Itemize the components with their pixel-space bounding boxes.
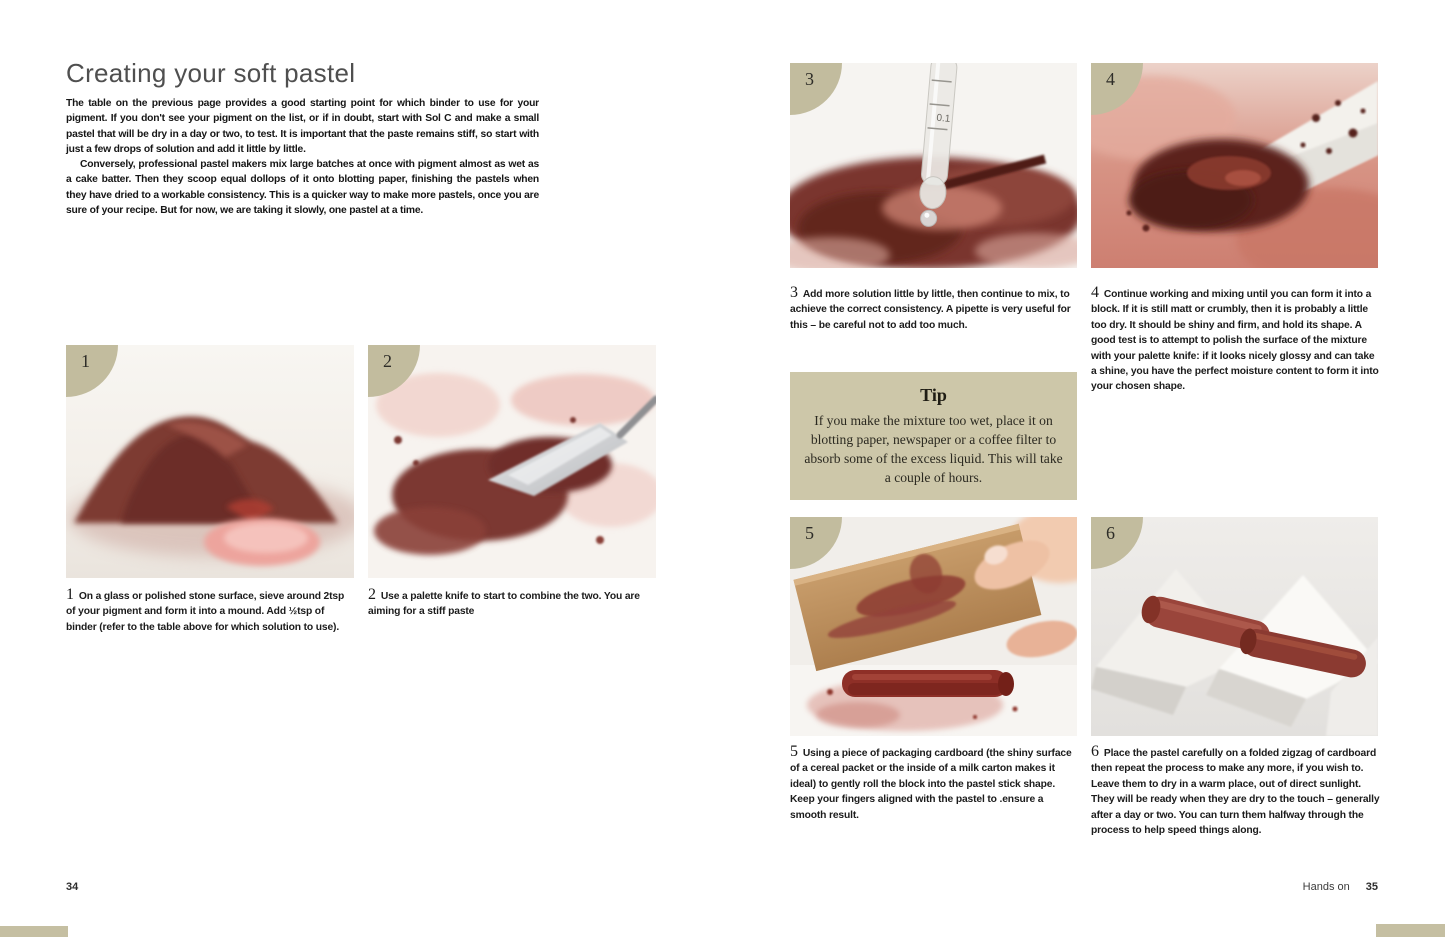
tip-body: If you make the mixture too wet, place it on blotting paper, newspaper or a coffee filter to absorb some of the excess liquid. This will take a couple of hours. — [804, 413, 1063, 485]
caption-number: 4 — [1091, 284, 1099, 301]
caption-number: 3 — [790, 284, 798, 301]
caption-number: 5 — [790, 743, 798, 760]
step-caption-6 — [1091, 744, 1381, 838]
caption-text: Continue working and mixing until you can form it into a block. If it is still matt or crumbly, then it is probably a little too dry. It should be shiny and firm, and hold its shape. A good test is to attempt to polish the surface of the mixture with your palette knife: if it looks nicely glossy and can take a shine, you have the perfect moisture content to form it into your chosen shape. — [1091, 289, 1379, 393]
step-figure-2 — [368, 345, 656, 578]
corner-bar-left — [0, 926, 68, 937]
pipette-marking-label: 0.1 — [935, 112, 951, 125]
footer-section-label: Hands on — [1302, 881, 1350, 893]
photo-step-6-zigzag-drying — [1091, 517, 1378, 736]
caption-number: 1 — [66, 586, 74, 603]
tip-title: Tip — [920, 385, 947, 405]
step-number: 3 — [805, 69, 814, 89]
page-number-left: 34 — [66, 881, 79, 893]
step-caption-3 — [790, 285, 1074, 333]
corner-bar-right — [1376, 924, 1445, 937]
photo-step-5-rolling-cardboard — [790, 517, 1077, 736]
step-number: 1 — [81, 351, 90, 371]
step-number: 6 — [1106, 523, 1115, 543]
photo-step-3-pipette — [790, 63, 1077, 268]
intro-paragraph-2: Conversely, professional pastel makers mix large batches at once with pigment almost as wet as a cake batter. Then they scoop equal dollops of it onto blotting paper, finishing the pastels when they have dried to a workable consistency. This is a quicker way to make more pastels, once you are sure of your recipe. But for now, we are taking it slowly, one pastel at a time. — [66, 159, 539, 217]
photo-step-2-palette-knife-mix — [368, 345, 656, 578]
photo-step-4-paste-block — [1091, 63, 1378, 268]
step-number: 2 — [383, 351, 392, 371]
caption-number: 6 — [1091, 743, 1099, 760]
tip-box — [790, 372, 1077, 500]
step-figure-6 — [1091, 517, 1378, 736]
step-number: 5 — [805, 523, 814, 543]
page-title: Creating your soft pastel — [66, 58, 356, 88]
step-number: 4 — [1106, 69, 1115, 89]
caption-text: Use a palette knife to start to combine the two. You are aiming for a stiff paste — [368, 591, 640, 618]
page-number-right: 35 — [1365, 881, 1378, 893]
footer-right — [1091, 881, 1378, 893]
caption-text: Using a piece of packaging cardboard (the shiny surface of a cereal packet or the inside of a milk carton makes it ideal) to gently roll the block into the pastel stick shape. Keep your fingers aligned with the pastel to .ensure a smooth result. — [790, 748, 1072, 821]
intro-text — [66, 96, 539, 218]
step-caption-5 — [790, 744, 1080, 823]
caption-text: Place the pastel carefully on a folded zigzag of cardboard then repeat the process to make any more, if you wish to. Leave them to dry in a warm place, out of direct sunlight. They will be ready when they are dry to the touch – generally after a day or two. You can turn them halfway through the process to help speed things along. — [1091, 748, 1380, 837]
intro-paragraph-1: The table on the previous page provides a good starting point for which binder to use for your pigment. If you don't see your pigment on the list, or if in doubt, start with Sol C and make a small pastel that will be dry in a day or two, to test. It is important that the paste remains stiff, so start with just a few drops of solution and add it little by little. — [66, 98, 539, 155]
step-figure-1 — [66, 345, 354, 578]
step-figure-5 — [790, 517, 1077, 736]
step-caption-1 — [66, 587, 352, 635]
step-figure-4 — [1091, 63, 1378, 268]
caption-text: Add more solution little by little, then continue to mix, to achieve the correct consistency. A pipette is very useful for this – be careful not to add too much. — [790, 289, 1071, 331]
step-caption-4 — [1091, 285, 1381, 395]
photo-step-1-pigment-mound — [66, 345, 354, 578]
step-caption-2 — [368, 587, 650, 620]
caption-text: On a glass or polished stone surface, sieve around 2tsp of your pigment and form it into a mound. Add ½tsp of binder (refer to the table above for which solution to use). — [66, 591, 345, 633]
caption-number: 2 — [368, 586, 376, 603]
step-figure-3 — [790, 63, 1077, 268]
